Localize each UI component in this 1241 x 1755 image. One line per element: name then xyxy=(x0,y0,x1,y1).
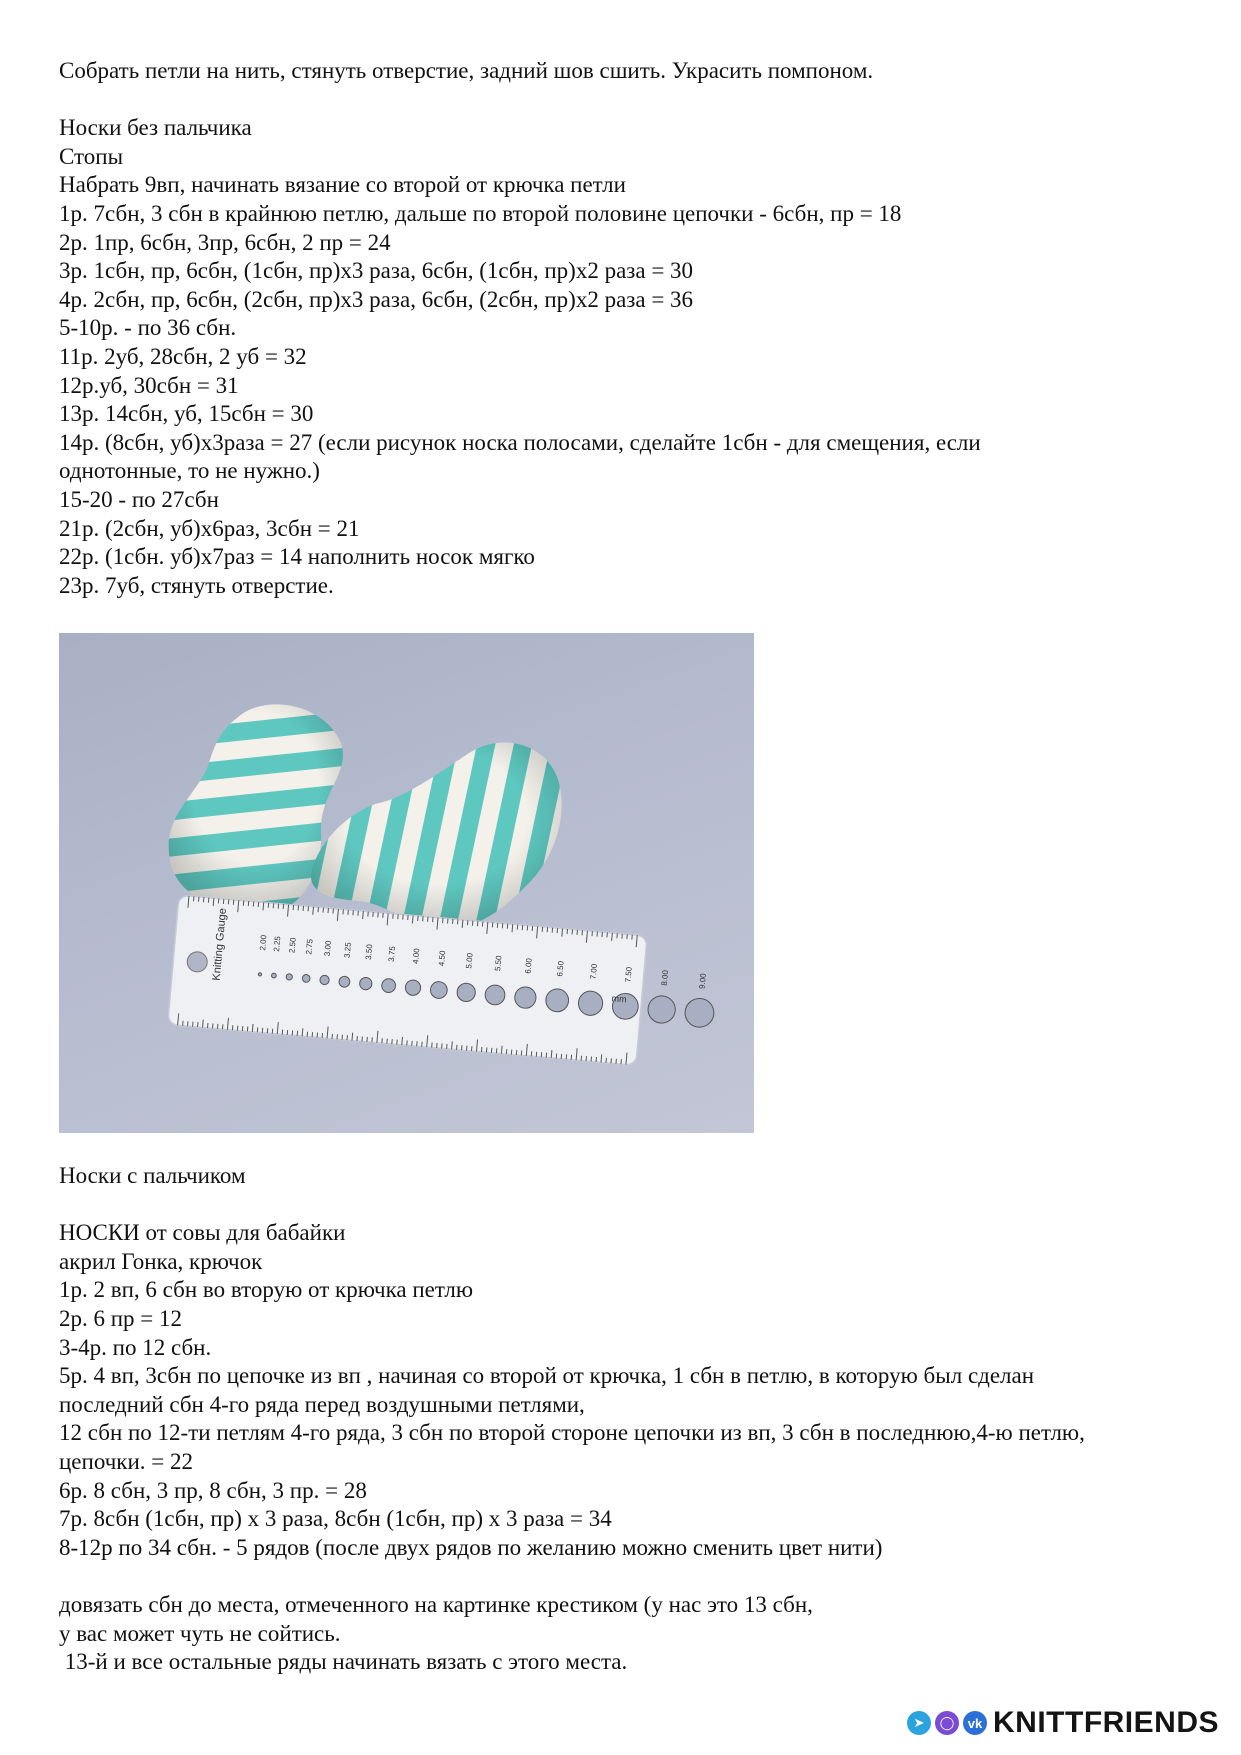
row-instruction: 2р. 6 пр = 12 xyxy=(59,1305,183,1331)
ruler-tick xyxy=(313,907,314,915)
ruler-tick xyxy=(213,898,214,906)
spacer xyxy=(59,1191,1189,1220)
ruler-tick xyxy=(501,1046,502,1054)
row-instruction: 1р. 2 вп, 6 сбн во вторую от крючка петлю xyxy=(59,1277,474,1303)
row-instruction: 8-12р по 34 сбн. - 5 рядов (после двух рядов по желанию можно сменить цвет нити) xyxy=(59,1534,883,1560)
row-instruction: 3-4р. по 12 сбн. xyxy=(59,1334,212,1360)
row-instruction: 2р. 1пр, 6сбн, 3пр, 6сбн, 2 пр = 24 xyxy=(59,229,391,255)
crochet-socks-photo xyxy=(59,633,754,1133)
ruler-tick xyxy=(203,1020,204,1028)
row-instruction: 15-20 - по 27сбн xyxy=(59,486,219,512)
text-line: у вас может чуть не сойтись. xyxy=(59,1620,341,1646)
gauge-size-label: 2.75 xyxy=(304,938,315,955)
right-sock xyxy=(311,743,562,929)
row-instruction: однотонные, то не нужно.) xyxy=(59,458,320,484)
gauge-hole xyxy=(258,973,261,976)
row-instruction: 22р. (1сбн. уб)х7раз = 14 наполнить носок мягко xyxy=(59,544,535,570)
ruler-tick xyxy=(263,902,264,910)
gauge-size-label: 6.50 xyxy=(555,960,566,977)
gauge-size-label: 6.00 xyxy=(523,957,534,975)
gauge-hole xyxy=(339,976,351,988)
telegram-icon[interactable]: ➤ xyxy=(907,1711,931,1735)
section-heading: НОСКИ от совы для бабайки xyxy=(59,1220,346,1246)
ruler-tick xyxy=(512,924,513,932)
gauge-size-label: 9.00 xyxy=(697,973,708,990)
gauge-hole xyxy=(684,997,715,1028)
gauge-hole xyxy=(286,974,293,981)
text-line: Собрать петли на нить, стянуть отверстие, задний шов сшить. Украсить помпоном. xyxy=(59,58,874,83)
spacer xyxy=(59,1562,1189,1591)
ruler-tick xyxy=(551,1050,552,1058)
ruler-tick xyxy=(252,1024,253,1032)
row-instruction: 3р. 1сбн, пр, 6сбн, (1сбн, пр)х3 раза, 6сбн, (1сбн, пр)х2 раза = 30 xyxy=(59,258,694,284)
row-instruction: последний сбн 4-го ряда перед воздушными петлями, xyxy=(59,1391,585,1417)
instructions-lower xyxy=(59,1162,1189,1677)
row-instruction: 23р. 7уб, стянуть отверстие. xyxy=(59,572,334,598)
row-instruction: 6р. 8 сбн, 3 пр, 8 сбн, 3 пр. = 28 xyxy=(59,1477,367,1503)
ruler-tick xyxy=(412,915,413,923)
brand-footer xyxy=(907,1705,1219,1741)
ruler-tick xyxy=(452,1041,453,1049)
knitting-gauge-ruler xyxy=(168,895,720,1072)
gauge-size-label: 4.50 xyxy=(436,950,448,967)
section-heading: Носки без пальчика xyxy=(59,115,252,141)
gauge-hole xyxy=(320,975,330,985)
instagram-icon[interactable]: ◯ xyxy=(935,1711,959,1735)
ruler-tick xyxy=(462,920,463,928)
text-line: акрил Гонка, крючок xyxy=(59,1248,263,1274)
gauge-hole xyxy=(271,973,276,978)
gauge-size-label: 4.00 xyxy=(411,947,422,965)
row-instruction: 11р. 2уб, 28сбн, 2 уб = 32 xyxy=(59,343,307,369)
row-instruction: 12р.уб, 30сбн = 31 xyxy=(59,372,239,398)
gauge-size-label: 2.00 xyxy=(258,934,269,951)
row-instruction: цепочки. = 22 xyxy=(59,1448,194,1474)
gauge-size-label: 3.75 xyxy=(386,945,398,963)
ruler-tick xyxy=(562,929,563,937)
gauge-size-label: 3.50 xyxy=(363,943,375,961)
row-instruction: 21р. (2сбн, уб)х6раз, 3сбн = 21 xyxy=(59,515,360,541)
gauge-title: Knitting Gauge xyxy=(210,907,230,982)
subheading: Стопы xyxy=(59,143,124,169)
ruler-tick xyxy=(352,1033,353,1041)
row-instruction: 13р. 14сбн, уб, 15сбн = 30 xyxy=(59,401,314,427)
gauge-hole xyxy=(647,995,676,1024)
gauge-size-label: 3.00 xyxy=(322,940,333,957)
text-line: 13-й и все остальные ряды начинать вязать с этого места. xyxy=(59,1649,628,1675)
gauge-size-label: 7.00 xyxy=(588,963,599,980)
gauge-hole xyxy=(381,978,396,993)
ruler-tick xyxy=(402,1037,403,1045)
brand-name: KNITTFRIENDS xyxy=(993,1706,1219,1739)
ruler-tick xyxy=(612,933,613,941)
gauge-size-label: 7.50 xyxy=(623,966,634,983)
row-instruction: 14р. (8сбн, уб)х3раза = 27 (если рисунок носка полосами, сделайте 1сбн - для смещения, если xyxy=(59,429,981,455)
row-instruction: 7р. 8сбн (1сбн, пр) х 3 раза, 8сбн (1сбн, пр) х 3 раза = 34 xyxy=(59,1506,612,1532)
row-instruction: 5-10р. - по 36 сбн. xyxy=(59,315,237,341)
row-instruction: 5р. 4 вп, 3сбн по цепочке из вп , начиная со второй от крючка, 1 сбн в петлю, в которую был сделан xyxy=(59,1363,1035,1389)
vk-icon[interactable]: vk xyxy=(963,1711,987,1735)
gauge-size-label: 5.50 xyxy=(493,955,504,972)
ruler-tick xyxy=(601,1054,602,1062)
row-instruction: 4р. 2сбн, пр, 6сбн, (2сбн, пр)х3 раза, 6сбн, (2сбн, пр)х2 раза = 36 xyxy=(59,286,694,312)
gauge-hole xyxy=(359,977,372,990)
instructions-top xyxy=(59,57,1189,600)
row-instruction: 12 сбн по 12-ти петлям 4-го ряда, 3 сбн по второй стороне цепочки из вп, 3 сбн в последнюю,4-ю петлю, xyxy=(59,1420,1085,1446)
gauge-hole xyxy=(302,974,310,982)
row-instruction: 1р. 7сбн, 3 сбн в крайнюю петлю, дальше по второй половине цепочки - 6сбн, пр = 18 xyxy=(59,200,902,226)
gauge-size-label: 2.50 xyxy=(287,937,298,954)
section-heading: Носки с пальчиком xyxy=(59,1163,246,1188)
ruler-tick xyxy=(363,911,364,919)
gauge-size-label: 2.25 xyxy=(271,935,283,953)
gauge-unit: mm xyxy=(611,993,628,1005)
ruler-tick xyxy=(302,1028,303,1036)
gauge-size-label: 8.00 xyxy=(659,969,671,987)
gauge-size-label: 3.25 xyxy=(342,941,353,959)
text-line: довязать сбн до места, отмеченного на картинке крестиком (у нас это 13 сбн, xyxy=(59,1591,813,1617)
gauge-size-label: 5.00 xyxy=(464,952,475,969)
spacer xyxy=(59,86,1189,115)
text-line: Набрать 9вп, начинать вязание со второй от крючка петли xyxy=(59,172,626,198)
